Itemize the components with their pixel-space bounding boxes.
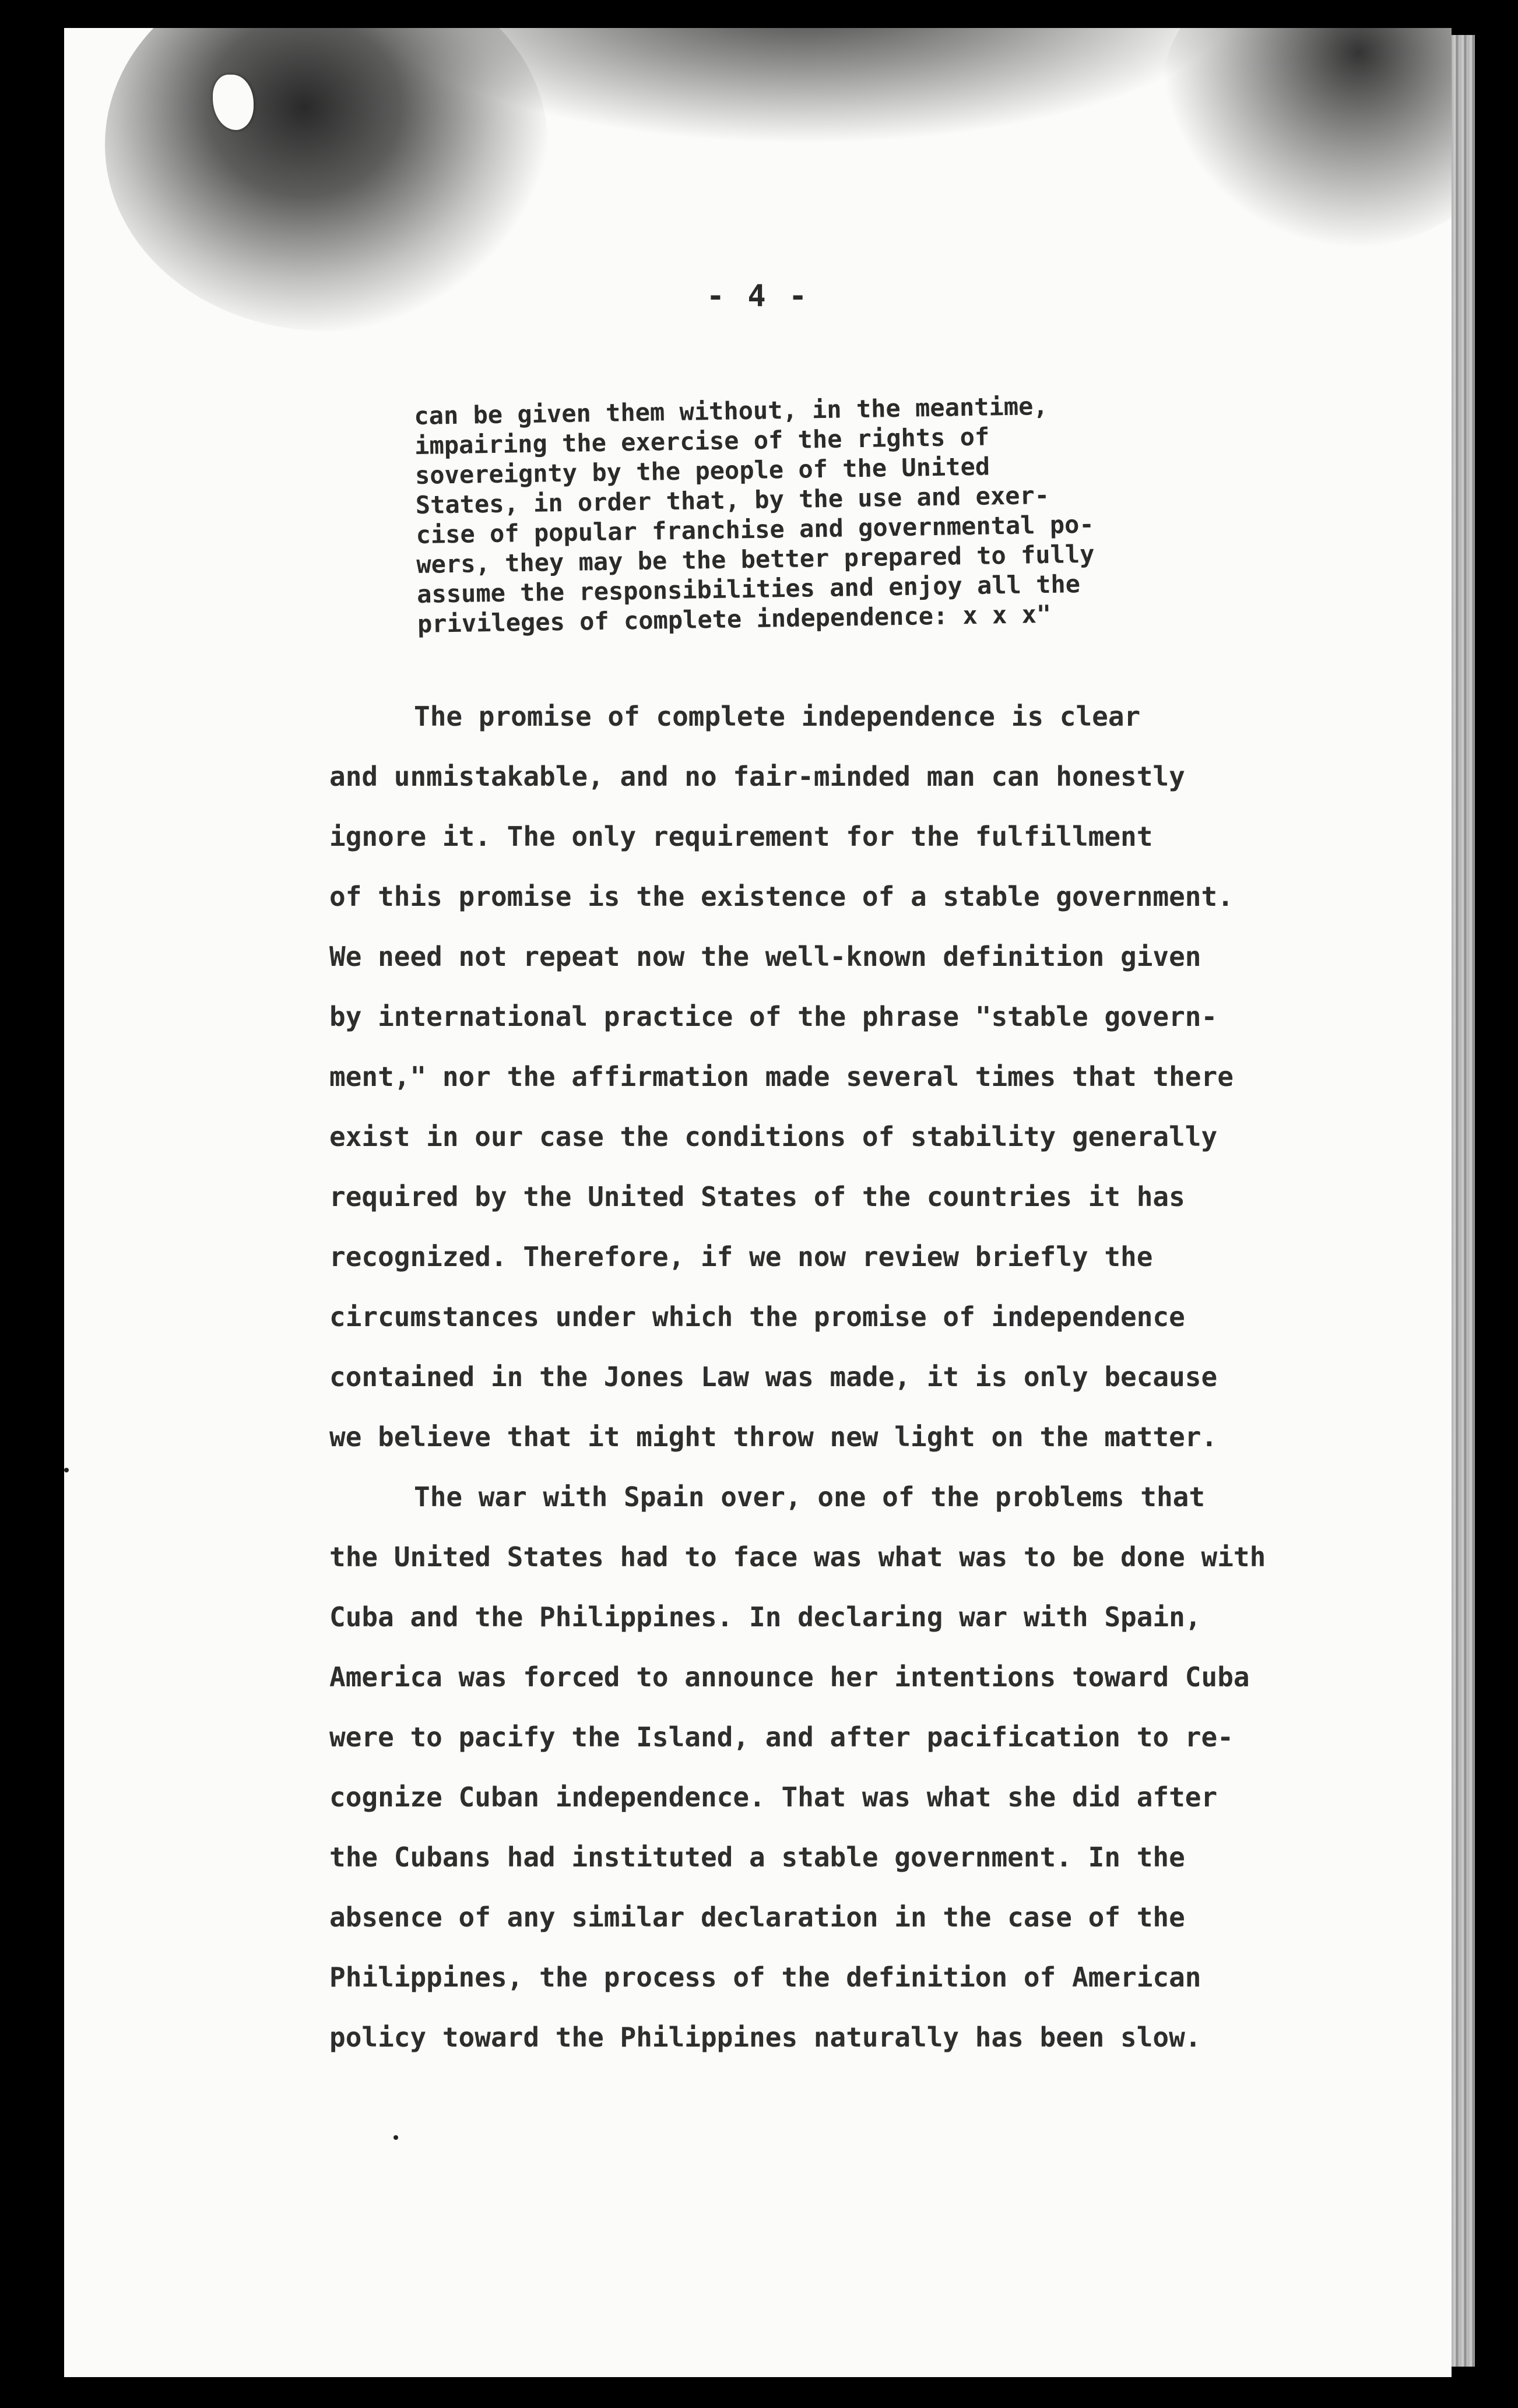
ink-smudge-right bbox=[1160, 28, 1452, 249]
quote-line: sovereignty by the people of the United bbox=[414, 452, 990, 490]
body-line: circumstances under which the promise of independence bbox=[329, 1301, 1185, 1333]
body-line: policy toward the Philippines naturally has been slow. bbox=[329, 2022, 1201, 2053]
ink-smudge-top bbox=[367, 28, 1242, 145]
body-line: absence of any similar declaration in the case of the bbox=[329, 1901, 1185, 1933]
body-line: exist in our case the conditions of stability generally bbox=[329, 1121, 1218, 1152]
document-page bbox=[64, 28, 1452, 2377]
quoted-passage bbox=[414, 386, 1362, 639]
stray-ink-dot bbox=[64, 1468, 69, 1472]
body-line: we believe that it might throw new light on the matter. bbox=[329, 1421, 1218, 1453]
quote-line: assume the responsibilities and enjoy all the bbox=[416, 570, 1081, 609]
stray-ink-dot bbox=[393, 2135, 398, 2140]
body-line: We need not repeat now the well-known definition given bbox=[329, 941, 1201, 972]
body-line: of this promise is the existence of a stable government. bbox=[329, 881, 1234, 912]
body-line: cognize Cuban independence. That was what she did after bbox=[329, 1781, 1218, 1813]
stacked-page-edges bbox=[1452, 35, 1475, 2367]
body-line: required by the United States of the countries it has bbox=[329, 1181, 1185, 1212]
quote-line: States, in order that, by the use and exer- bbox=[415, 480, 1050, 519]
page-number: - 4 - bbox=[706, 279, 810, 314]
body-line: the United States had to face was what was to be done with bbox=[329, 1541, 1266, 1573]
body-line: ment," nor the affirmation made several times that there bbox=[329, 1061, 1234, 1092]
quote-line: impairing the exercise of the rights of bbox=[414, 422, 990, 460]
body-line: recognized. Therefore, if we now review briefly the bbox=[329, 1241, 1153, 1272]
body-line: Cuba and the Philippines. In declaring war with Spain, bbox=[329, 1601, 1201, 1633]
quote-line: can be given them without, in the meantime, bbox=[414, 391, 1048, 430]
quote-line: privileges of complete independence: x x x" bbox=[417, 599, 1052, 638]
body-text bbox=[64, 687, 1452, 2068]
quote-line: wers, they may be the better prepared to fully bbox=[416, 539, 1095, 579]
body-line: ignore it. The only requirement for the fulfillment bbox=[329, 821, 1153, 852]
body-line: by international practice of the phrase "stable govern- bbox=[329, 1001, 1218, 1032]
body-line: The war with Spain over, one of the problems that bbox=[414, 1481, 1206, 1513]
paper-tear bbox=[213, 75, 254, 130]
quote-line: cise of popular franchise and governmental po- bbox=[416, 509, 1095, 549]
body-line: and unmistakable, and no fair-minded man can honestly bbox=[329, 761, 1185, 792]
body-line: Philippines, the process of the definition of American bbox=[329, 1961, 1201, 1993]
body-line: were to pacify the Island, and after pacification to re- bbox=[329, 1721, 1234, 1753]
body-line: America was forced to announce her intentions toward Cuba bbox=[329, 1661, 1250, 1693]
body-line: the Cubans had instituted a stable government. In the bbox=[329, 1841, 1185, 1873]
body-line: contained in the Jones Law was made, it is only because bbox=[329, 1361, 1218, 1393]
body-line: The promise of complete independence is clear bbox=[414, 701, 1141, 732]
